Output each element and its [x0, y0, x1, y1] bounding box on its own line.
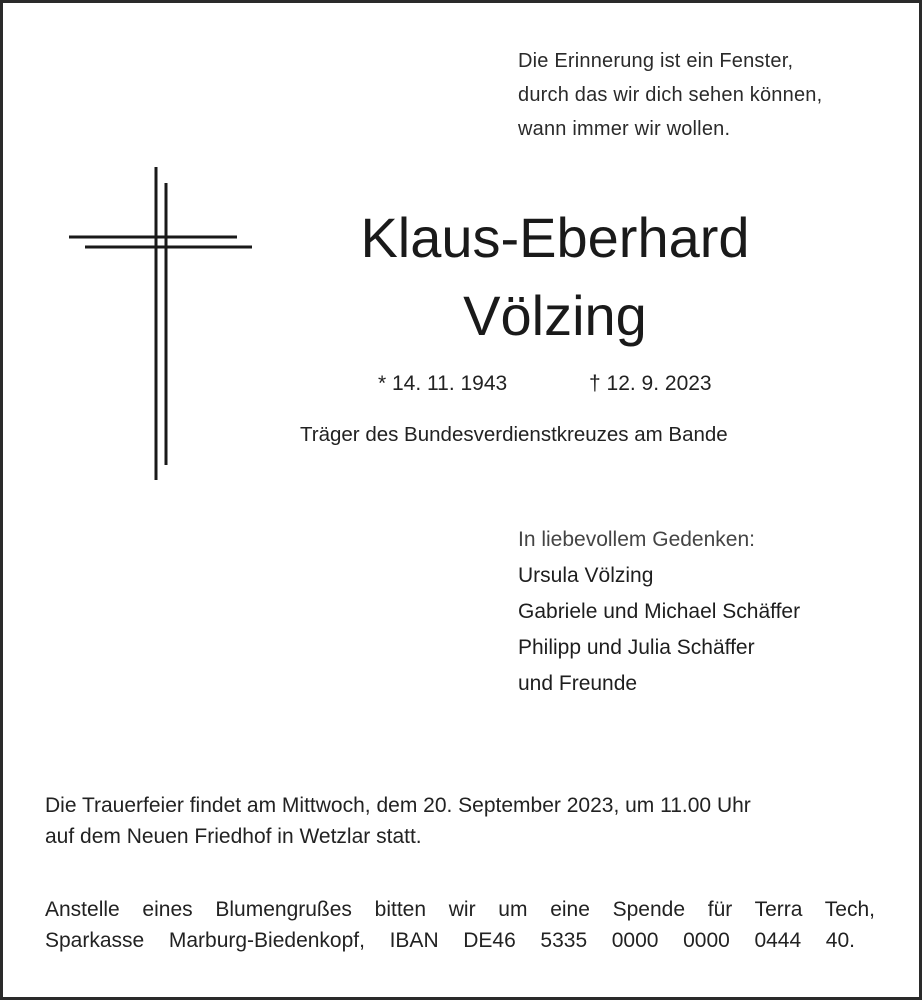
death-date: † 12. 9. 2023	[589, 372, 712, 395]
mourner-name: Ursula Völzing	[518, 564, 654, 587]
poem-quote	[518, 44, 822, 146]
funeral-info	[45, 790, 875, 852]
donation-line: Anstelle eines Blumengrußes bitten wir um eine Spende für Terra Tech,	[45, 898, 875, 921]
mourners-intro: In liebevollem Gedenken:	[518, 528, 755, 551]
mourner-name: Gabriele und Michael Schäffer	[518, 600, 801, 623]
birth-date: * 14. 11. 1943	[378, 372, 508, 395]
poem-line: Die Erinnerung ist ein Fenster,	[518, 50, 794, 72]
donation-info	[45, 894, 875, 956]
deceased-last-name: Völzing	[463, 284, 647, 347]
mourners-block	[518, 522, 800, 702]
poem-line: durch das wir dich sehen können,	[518, 84, 823, 106]
honor-line: Träger des Bundesverdienstkreuzes am Bande	[300, 423, 728, 446]
funeral-line: auf dem Neuen Friedhof in Wetzlar statt.	[45, 825, 422, 848]
mourner-name: und Freunde	[518, 672, 638, 695]
funeral-line: Die Trauerfeier findet am Mittwoch, dem 20. September 2023, um 11.00 Uhr	[45, 794, 751, 817]
deceased-first-name: Klaus-Eberhard	[360, 206, 750, 269]
donation-line: Sparkasse Marburg-Biedenkopf, IBAN DE46 5335 0000 0000 0444 40.	[45, 929, 855, 952]
mourner-name: Philipp und Julia Schäffer	[518, 636, 755, 659]
poem-line: wann immer wir wollen.	[518, 118, 731, 140]
